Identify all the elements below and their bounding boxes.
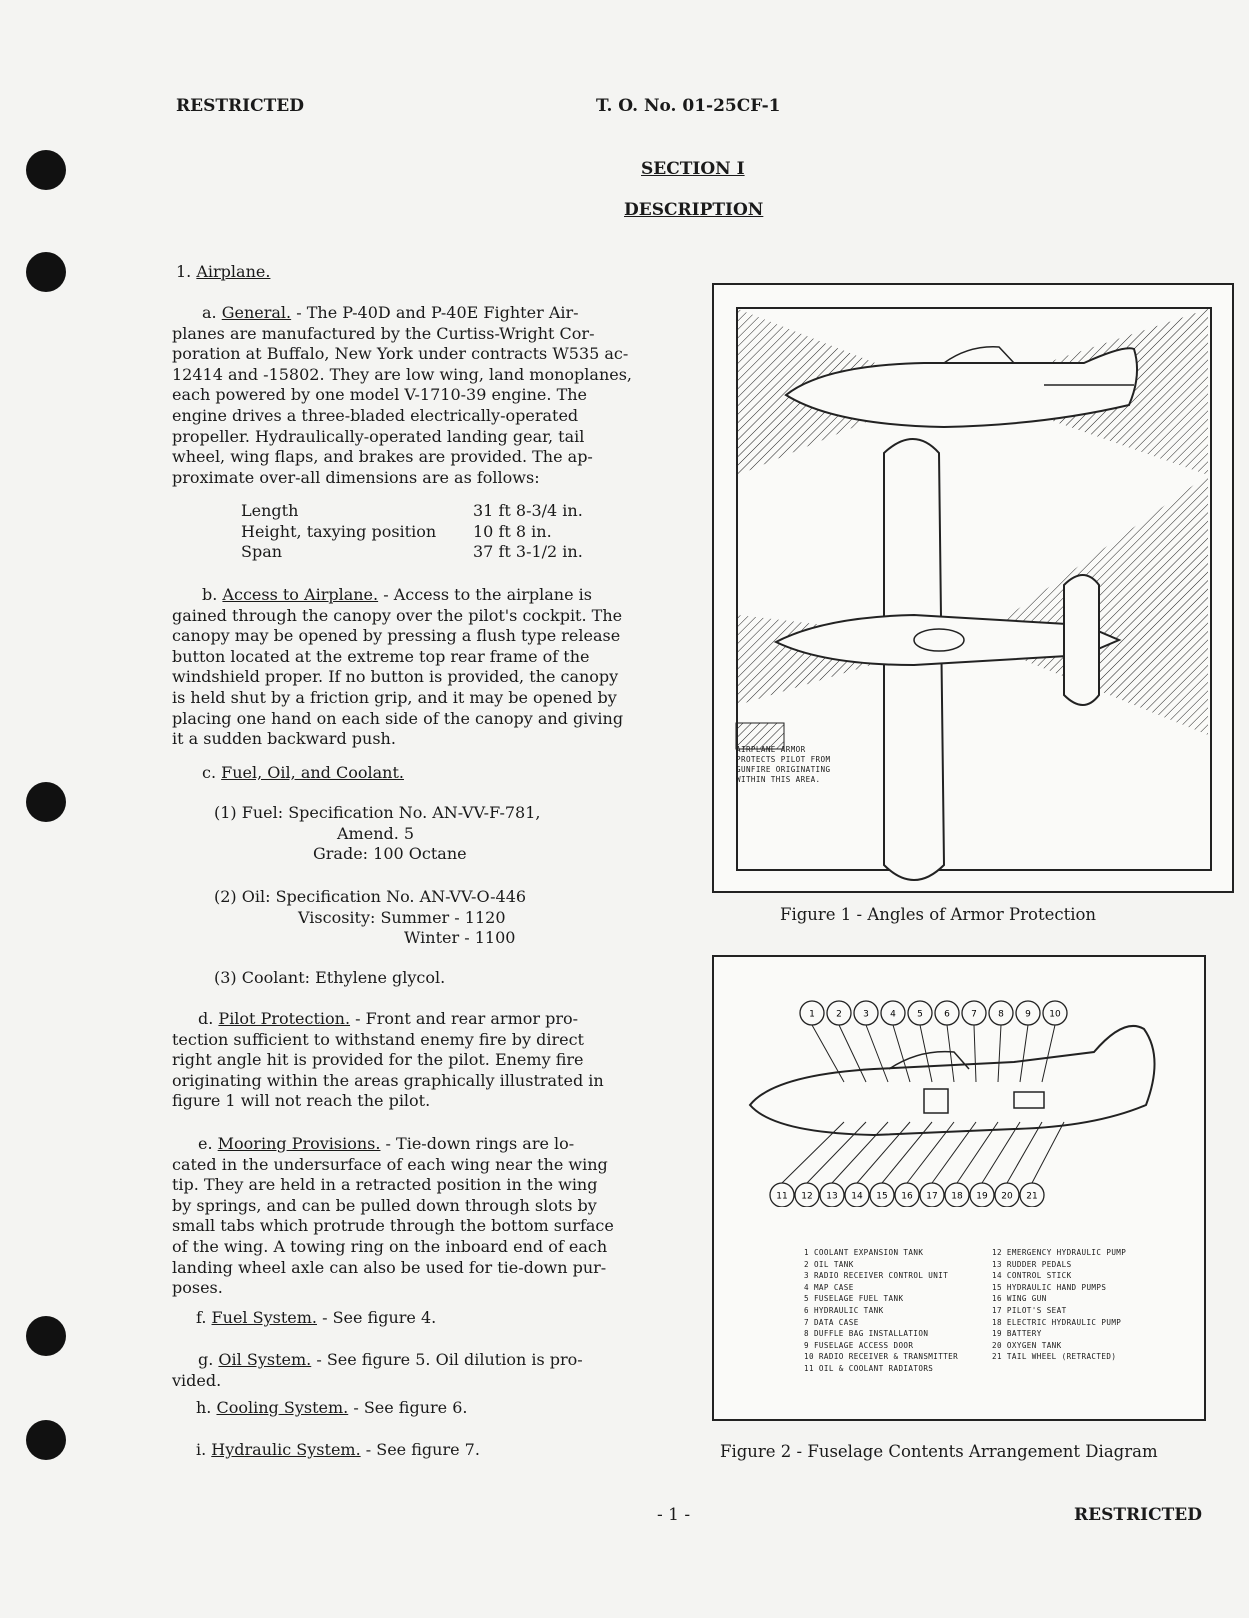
svg-text:19: 19 <box>976 1191 988 1202</box>
paragraph-mooring: e. Mooring Provisions. - Tie-down rings are lo- cated in the undersurface of each wing near the wing tip. They are held in a retracted position in the wing by springs, and can be pulled down through slots by small tabs which protrude through the bottom surface of the wing. A towing ring on the inboard end of each landing wheel axle can also be used for tie-down pur- poses. <box>172 1134 614 1298</box>
armor-angles-diagram <box>714 285 1232 891</box>
fuel-system-ref: f. Fuel System. - See figure 4. <box>196 1308 437 1327</box>
header-restricted: RESTRICTED <box>176 96 304 116</box>
svg-text:10: 10 <box>1049 1009 1061 1020</box>
footer-restricted: RESTRICTED <box>1074 1505 1202 1525</box>
header-to-number: T. O. No. 01-25CF-1 <box>596 96 781 116</box>
punch-hole <box>26 150 66 190</box>
page-number: - 1 - <box>657 1505 691 1525</box>
punch-hole <box>26 1316 66 1356</box>
oil-system-ref: g. Oil System. - See figure 5. Oil dilution is pro- vided. <box>172 1350 583 1390</box>
paragraph-general: a. General. - The P-40D and P-40E Fighter Air- planes are manufactured by the Curtiss-Wright Cor- poration at Buffalo, New York under contracts W535 ac- 12414 and -15802. They are low wing, land monoplanes, each powered by one model V-1710-39 engine. The engine drives a three-bladed electrically-operated propeller. Hydraulically-operated landing gear, tail wheel, wing flaps, and brakes are provided. The ap- proximate over-all dimensions are as follows: <box>172 303 633 487</box>
heading-fuel-oil-coolant: c. Fuel, Oil, and Coolant. <box>202 763 404 782</box>
svg-text:8: 8 <box>998 1009 1004 1020</box>
hydraulic-system-ref: i. Hydraulic System. - See figure 7. <box>196 1440 480 1459</box>
fuselage-contents-diagram <box>714 957 1204 1207</box>
punch-hole <box>26 1420 66 1460</box>
svg-text:18: 18 <box>951 1191 963 1202</box>
figure-1-box <box>712 283 1234 893</box>
figure-1-legend: AIRPLANE ARMOR PROTECTS PILOT FROM GUNFIRE ORIGINATING WITHIN THIS AREA. <box>736 745 831 784</box>
svg-text:11: 11 <box>776 1191 788 1202</box>
svg-text:13: 13 <box>826 1191 838 1202</box>
svg-text:2: 2 <box>836 1009 842 1020</box>
paragraph-pilot-protection: d. Pilot Protection. - Front and rear armor pro- tection sufficient to withstand enemy fire by direct right angle hit is provided for the pilot. Enemy fire originating within the areas graphically illustrated in figure 1 will not reach the pilot. <box>172 1009 604 1111</box>
fuel-spec: (1) Fuel: Specification No. AN-VV-F-781, Amend. 5 Grade: 100 Octane <box>214 803 541 864</box>
svg-text:14: 14 <box>851 1191 863 1202</box>
paragraph-access: b. Access to Airplane. - Access to the airplane is gained through the canopy over the pilot's cockpit. The canopy may be opened by pressing a flush type release button located at the extreme top rear frame of the windshield proper. If no button is provided, the canopy is held shut by a friction grip, and it may be opened by placing one hand on each side of the canopy and giving it a sudden backward push. <box>172 585 624 749</box>
figure-2-legend-right: 12 EMERGENCY HYDRAULIC PUMP 13 RUDDER PEDALS 14 CONTROL STICK 15 HYDRAULIC HAND PUMPS 16 WING GUN 17 PILOT'S SEAT 18 ELECTRIC HYDRAULIC PUMP 19 BATTERY 20 OXYGEN TANK 21 TAIL WHEEL (RETRACTED) <box>992 1248 1127 1362</box>
svg-text:20: 20 <box>1001 1191 1013 1202</box>
svg-text:7: 7 <box>971 1009 977 1020</box>
section-number: SECTION I <box>641 159 745 179</box>
figure-2-box <box>712 955 1206 1421</box>
callout-21 <box>1020 1122 1064 1207</box>
dimensions-table: Length 31 ft 8-3/4 in. Height, taxying position 10 ft 8 in. Span 37 ft 3-1/2 in. <box>241 501 583 562</box>
punch-hole <box>26 252 66 292</box>
svg-text:4: 4 <box>890 1009 896 1020</box>
svg-text:15: 15 <box>876 1191 888 1202</box>
figure-2-caption: Figure 2 - Fuselage Contents Arrangement Diagram <box>720 1442 1158 1461</box>
svg-text:12: 12 <box>801 1191 813 1202</box>
svg-text:3: 3 <box>863 1009 869 1020</box>
svg-text:1: 1 <box>809 1009 815 1020</box>
oil-spec: (2) Oil: Specification No. AN-VV-O-446 Viscosity: Summer - 1120 Winter - 1100 <box>214 887 527 948</box>
svg-text:21: 21 <box>1026 1191 1038 1202</box>
fuselage-side-view <box>750 1026 1155 1135</box>
punch-hole <box>26 782 66 822</box>
figure-2-legend-left: 1 COOLANT EXPANSION TANK 2 OIL TANK 3 RADIO RECEIVER CONTROL UNIT 4 MAP CASE 5 FUSELAGE FUEL TANK 6 HYDRAULIC TANK 7 DATA CASE 8 DUFFLE BAG INSTALLATION 9 FUSELAGE ACCESS DOOR 10 RADIO RECEIVER & TRANSMITTER 11 OIL & COOLANT RADIATORS <box>804 1248 959 1373</box>
svg-text:9: 9 <box>1025 1009 1031 1020</box>
heading-airplane: 1. Airplane. <box>176 262 271 281</box>
svg-text:6: 6 <box>944 1009 950 1020</box>
svg-text:16: 16 <box>901 1191 913 1202</box>
cooling-system-ref: h. Cooling System. - See figure 6. <box>196 1398 468 1417</box>
svg-text:17: 17 <box>926 1191 938 1202</box>
coolant-spec: (3) Coolant: Ethylene glycol. <box>214 968 446 987</box>
section-title: DESCRIPTION <box>624 200 764 220</box>
figure-1-caption: Figure 1 - Angles of Armor Protection <box>780 905 1097 924</box>
svg-text:5: 5 <box>917 1009 923 1020</box>
